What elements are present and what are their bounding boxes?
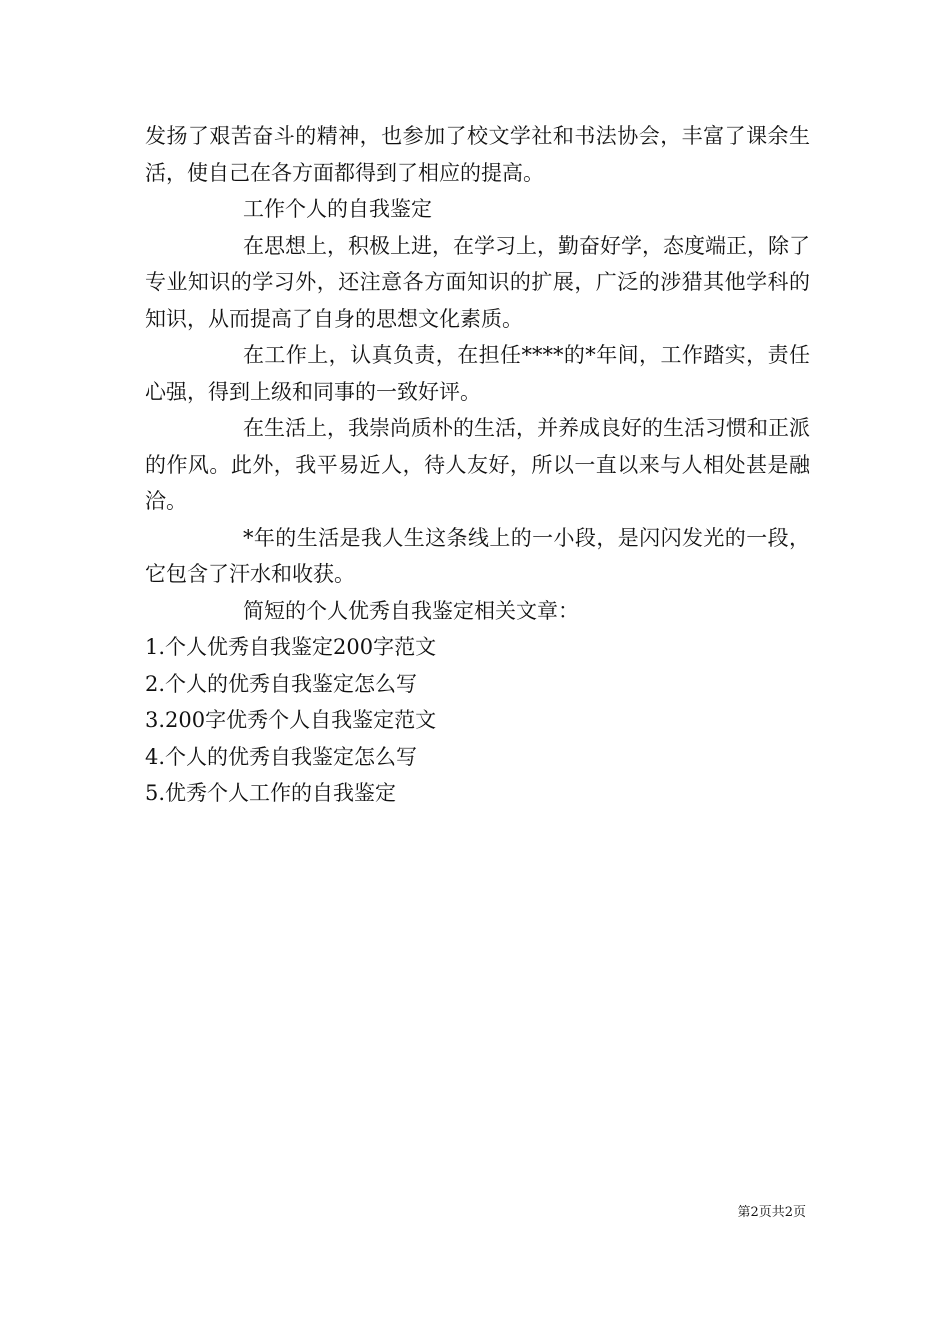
paragraph-thought: 在思想上，积极上进，在学习上，勤奋好学，态度端正，除了专业知识的学习外，还注意各方面知识的扩展，广泛的涉猎其他学科的知识，从而提高了自身的思想文化素质。 [145,233,810,331]
related-articles-heading: 简短的个人优秀自我鉴定相关文章： [243,598,579,623]
related-article-link[interactable]: 2.个人的优秀自我鉴定怎么写 [145,671,418,696]
related-article-link[interactable]: 5.优秀个人工作的自我鉴定 [145,781,397,805]
related-article-link[interactable]: 3.200字优秀个人自我鉴定范文 [145,708,437,732]
section-title: 工作个人的自我鉴定 [243,197,432,221]
paragraph-life: 在生活上，我崇尚质朴的生活，并养成良好的生活习惯和正派的作风。此外，我平易近人，待人友好，所以一直以来与人相处甚是融洽。 [145,416,810,513]
document-body [145,118,810,812]
related-article-link[interactable]: 4.个人的优秀自我鉴定怎么写 [145,744,418,769]
paragraph-continuation: 发扬了艰苦奋斗的精神，也参加了校文学社和书法协会，丰富了课余生活，使自己在各方面都得到了相应的提高。 [145,124,810,185]
paragraph-summary: *年的生活是我人生这条线上的一小段，是闪闪发光的一段，它包含了汗水和收获。 [145,525,810,586]
paragraph-work: 在工作上，认真负责，在担任****的*年间，工作踏实，责任心强，得到上级和同事的一致好评。 [145,343,810,404]
page-number-footer: 第2页共2页 [737,1205,806,1220]
related-article-link[interactable]: 1.个人优秀自我鉴定200字范文 [145,635,437,659]
